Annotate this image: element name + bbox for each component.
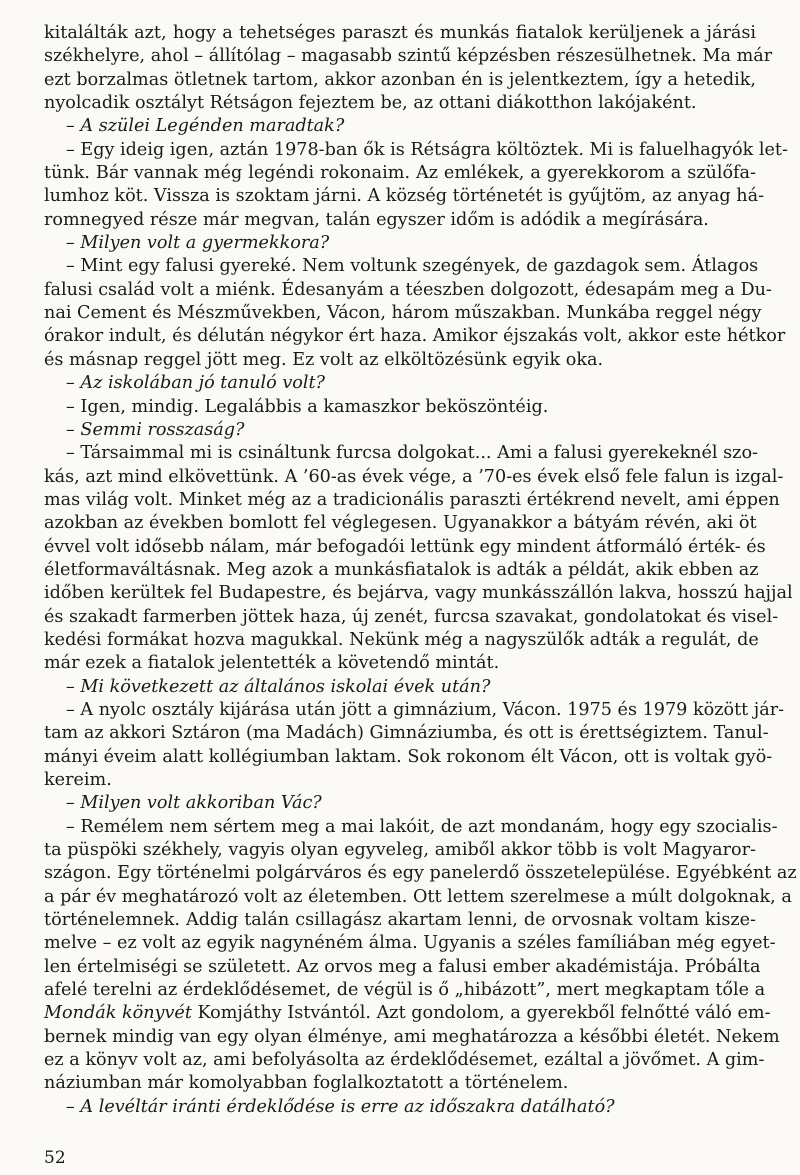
text-line: már ezek a fiatalok jelentették a követendő mintát. bbox=[44, 653, 500, 674]
text-line: romnegyed része már megvan, talán egyszer időm is adódik a megírására. bbox=[44, 209, 709, 230]
text-line: – Remélem nem sértem meg a mai lakóit, de azt mondanám, hogy egy szocialis- bbox=[66, 816, 778, 837]
interview-answer bbox=[44, 396, 756, 419]
interview-question bbox=[44, 1096, 756, 1119]
text-line: len értelmiségi se született. Az orvos meg a falusi ember akadémistája. Próbálta bbox=[44, 956, 761, 977]
interview-question bbox=[44, 115, 756, 138]
text-line: tünk. Bár vannak még legéndi rokonaim. Az emlékek, a gyerekkorom a szülőfa- bbox=[44, 163, 756, 184]
interview-answer bbox=[44, 22, 773, 115]
text-line: kedési formákat hozva magukkal. Nekünk még a nagyszülők adták a regulát, de bbox=[44, 629, 759, 650]
text-line: melve – ez volt az egyik nagynéném álma. Ugyanis a széles famíliában még egyet- bbox=[44, 933, 776, 954]
interview-answer bbox=[44, 442, 793, 675]
text-line: – Igen, mindig. Legalábbis a kamaszkor beköszöntéig. bbox=[66, 396, 549, 417]
text-line: időben kerültek fel Budapestre, és bejárva, vagy munkásszállón lakva, hosszú hajjal bbox=[44, 583, 793, 604]
interview-question bbox=[44, 372, 756, 395]
text-line: afelé terelni az érdeklődésemet, de végül is ő „hibázott”, mert megkaptam tőle a bbox=[44, 980, 766, 1001]
text-line: bernek mindig van egy olyan élménye, ami meghatározza a későbbi életét. Nekem bbox=[44, 1026, 780, 1047]
text-line: és másnap reggel jött meg. Ez volt az elköltözésünk egyik oka. bbox=[44, 349, 604, 370]
text-line: történelemnek. Addig talán csillagász akartam lenni, de orvosnak voltam kisze- bbox=[44, 910, 756, 931]
text-line: kitalálták azt, hogy a tehetséges paraszt és munkás fiatalok kerüljenek a járási bbox=[44, 23, 756, 43]
text-line: évvel volt idősebb nálam, már befogadói lettünk egy mindent átformáló érték- és bbox=[44, 536, 766, 557]
text-line: – A nyolc osztály kijárása után jött a gimnázium, Vácon. 1975 és 1979 között jár- bbox=[66, 699, 785, 720]
text-line: a pár év meghatározó volt az életemben. Ott lettem szerelmese a múlt dolgoknak, a bbox=[44, 886, 792, 907]
text-line: szágon. Egy történelmi polgárváros és egy panelerdő összetelepülése. Egyébként az bbox=[44, 863, 797, 884]
interview-answer bbox=[44, 139, 788, 232]
interview-question bbox=[44, 792, 756, 815]
interview-question bbox=[44, 419, 756, 442]
text-line: tam az akkori Sztáron (ma Madách) Gimnáziumba, és ott is érettségiztem. Tanul- bbox=[44, 723, 769, 744]
text-line: mas világ volt. Minket még az a tradicionális paraszti értékrend nevelt, ami éppen bbox=[44, 489, 780, 510]
text-line: és szakadt farmerben jöttek haza, új zenét, furcsa szavakat, gondolatokat és visel- bbox=[44, 606, 779, 627]
text-line: ezt borzalmas ötletnek tartom, akkor azonban én is jelentkeztem, így a hetedik, bbox=[44, 69, 756, 90]
text-line: – Milyen volt akkoriban Vác? bbox=[66, 793, 322, 814]
text-line: – Semmi rosszaság? bbox=[66, 419, 245, 440]
text-line: ez a könyv volt az, ami befolyásolta az érdeklődésemet, ezáltal a jövőmet. A gim- bbox=[44, 1050, 765, 1071]
text-line: náziumban már komolyabban foglalkoztatott a történelem. bbox=[44, 1073, 569, 1094]
text-line: – A levéltár iránti érdeklődése is erre az időszakra datálható? bbox=[66, 1096, 615, 1117]
text-line: – Társaimmal mi is csináltunk furcsa dolgokat... Ami a falusi gyerekeknél szo- bbox=[66, 443, 758, 464]
interview-question bbox=[44, 232, 756, 255]
text-line: mányi éveim alatt kollégiumban laktam. Sok rokonom élt Vácon, ott is voltak gyö- bbox=[44, 746, 773, 767]
interview-answer bbox=[44, 816, 797, 1096]
text-line: falusi család volt a miénk. Édesanyám a téeszben dolgozott, édesapám meg a Du- bbox=[44, 279, 772, 300]
text-line: – Egy ideig igen, aztán 1978-ban ők is Rétságra költöztek. Mi is faluelhagyók let- bbox=[66, 139, 788, 160]
text-line: – Mi következett az általános iskolai évek után? bbox=[66, 676, 491, 697]
text-line: ta püspöki székhely, vagyis olyan egyveleg, amiből akkor több is volt Magyaror- bbox=[44, 840, 756, 861]
text-line: nai Cement és Mészművekben, Vácon, három műszakban. Munkába reggel négy bbox=[44, 303, 762, 324]
text-line: székhelyre, ahol – állítólag – magasabb szintű képzésben részesülhetnek. Ma már bbox=[44, 46, 773, 67]
text-line: – Milyen volt a gyermekkora? bbox=[66, 233, 330, 254]
text-line: órakor indult, és délután négykor ért haza. Amikor éjszakás volt, akkor este hétkor bbox=[44, 326, 786, 347]
text-line: életformaváltásnak. Meg azok a munkásfiatalok is adták a példát, akik ebben az bbox=[44, 559, 759, 580]
text-line: kás, azt mind elkövettünk. A ’60-as évek vége, a ’70-es évek első fele falun is izgal- bbox=[44, 466, 784, 487]
interview-answer bbox=[44, 699, 785, 792]
page-number: 52 bbox=[44, 1148, 66, 1168]
page-body bbox=[44, 22, 797, 1119]
text-line: kereim. bbox=[44, 770, 112, 790]
book-title: Mondák könyvét bbox=[44, 1003, 192, 1024]
text-line: – Az iskolában jó tanuló volt? bbox=[66, 373, 325, 394]
text-line: Mondák könyvét Komjáthy Istvántól. Azt gondolom, a gyerekből felnőtté váló em- bbox=[44, 1003, 771, 1024]
text-line: lumhoz köt. Vissza is szoktam járni. A község történetét is gyűjtöm, az anyag há- bbox=[44, 186, 765, 207]
text-line: nyolcadik osztályt Rétságon fejeztem be, az ottani diákotthon lakójaként. bbox=[44, 93, 697, 114]
text-line: – A szülei Legénden maradtak? bbox=[66, 116, 345, 137]
interview-question bbox=[44, 676, 756, 699]
text-line: – Mint egy falusi gyereké. Nem voltunk szegények, de gazdagok sem. Átlagos bbox=[66, 256, 759, 277]
text-line: azokban az években bomlott fel véglegesen. Ugyanakkor a bátyám révén, aki öt bbox=[44, 513, 757, 534]
interview-answer bbox=[44, 255, 786, 372]
